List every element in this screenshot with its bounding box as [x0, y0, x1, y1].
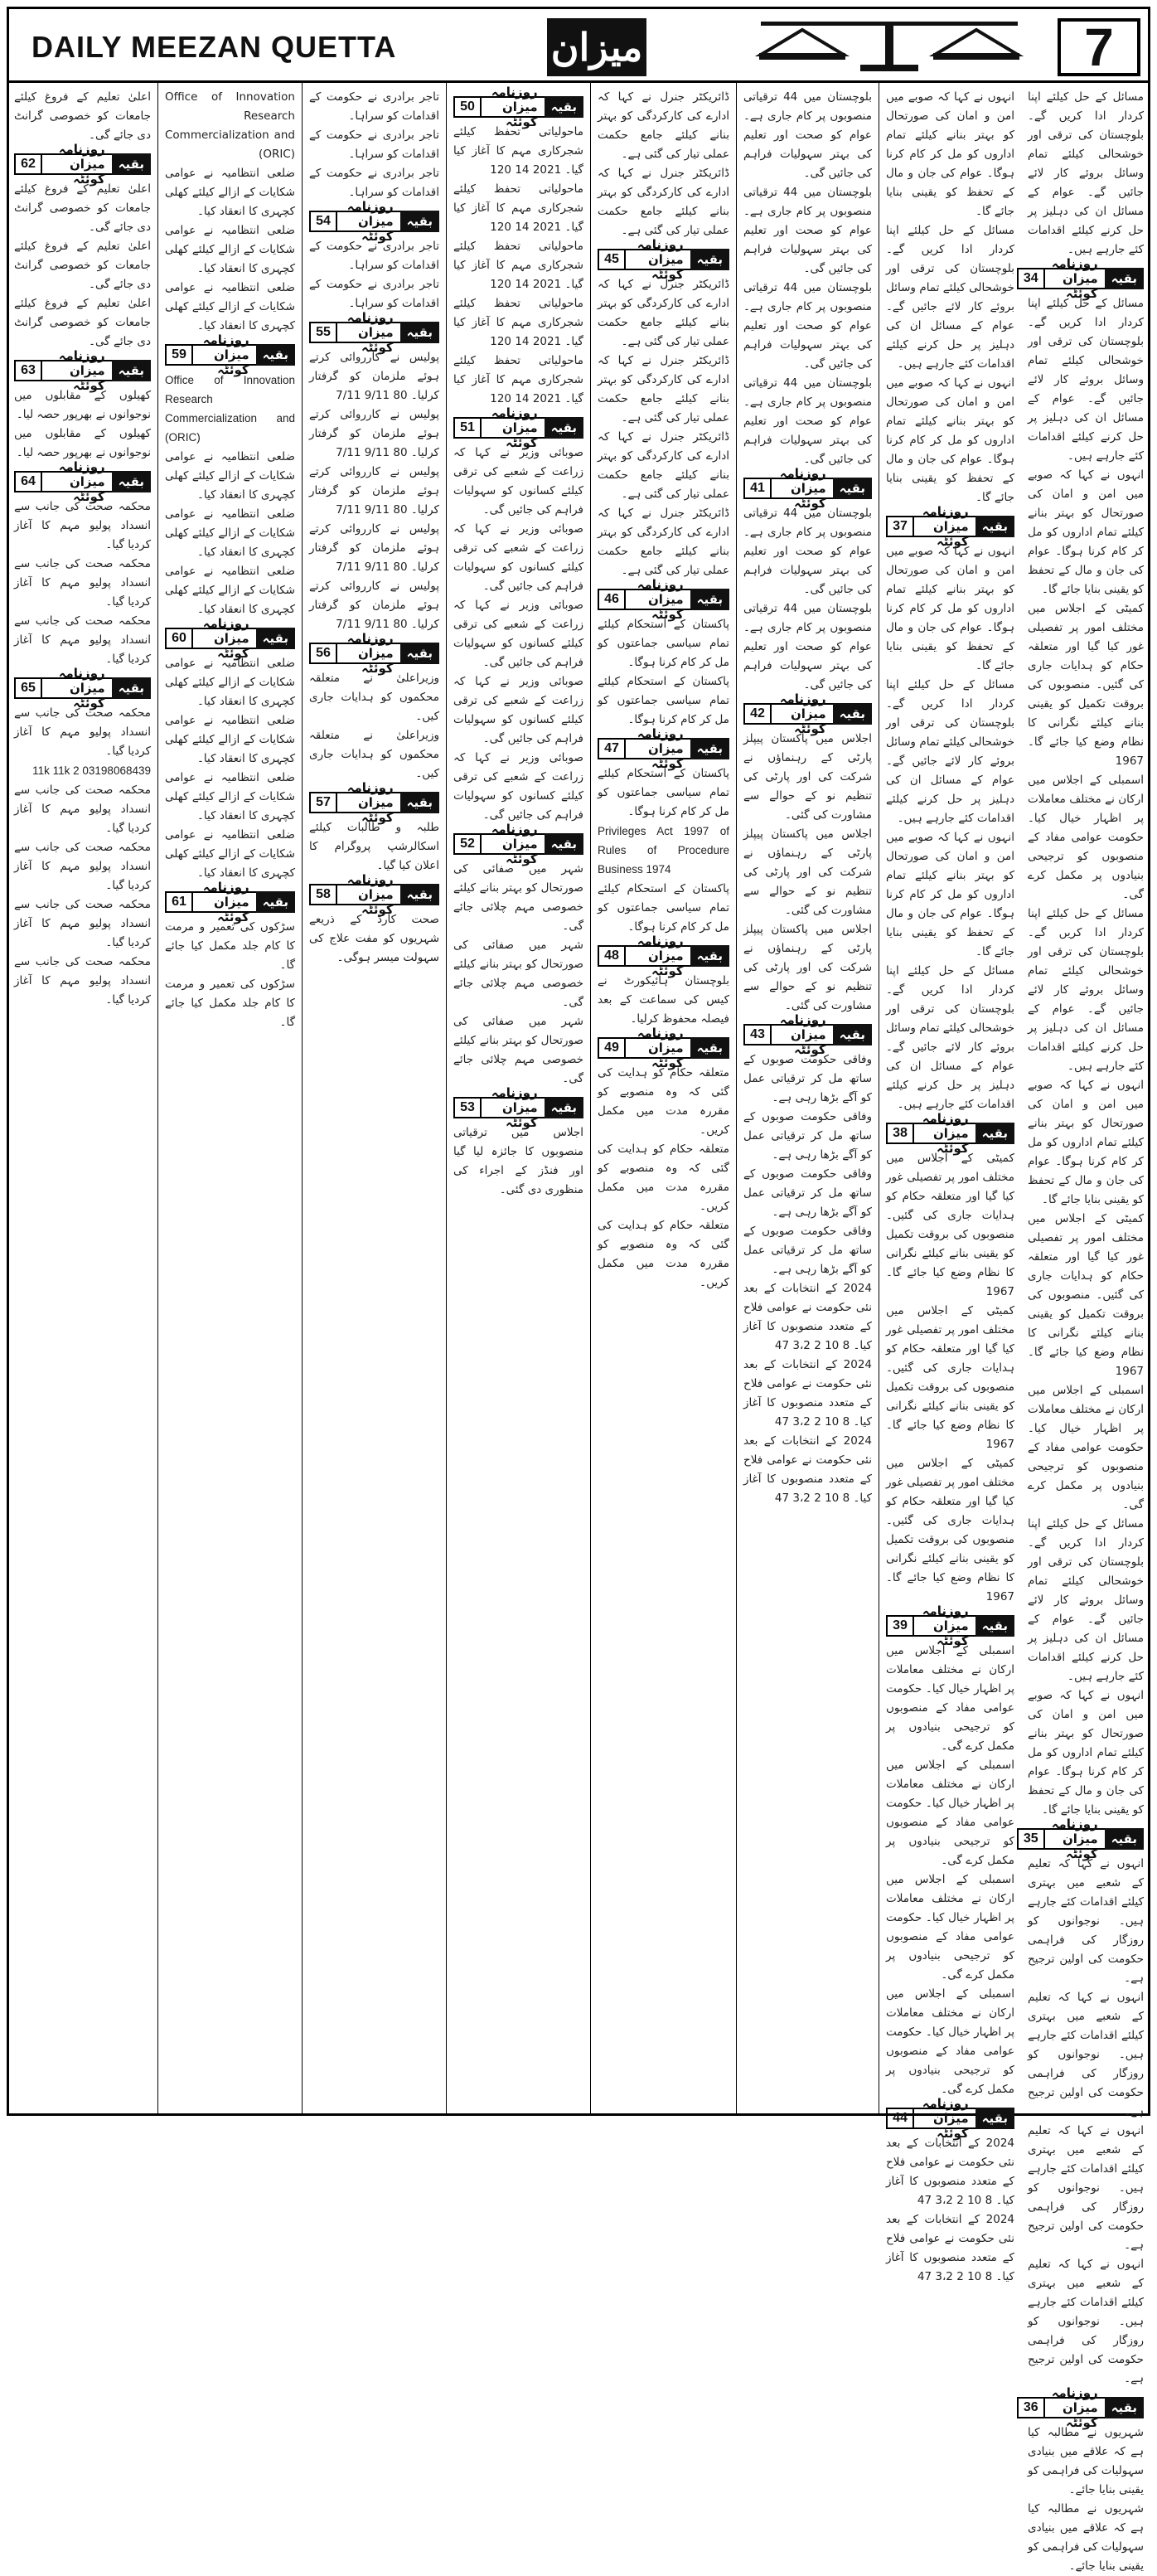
paragraph: بلوچستان میں 44 ترقیاتی منصوبوں پر کام جاری ہے۔ عوام کو صحت اور تعلیم کی بہتر سہولیات فراہم کی جائیں گی۔ — [743, 281, 873, 371]
paragraph: انہوں نے کہا کہ صوبے میں امن و امان کی صورتحال کو بہتر بنانے کیلئے تمام اداروں کو مل کر کام کرنا ہوگا۔ عوام کی جان و مال کے تحفظ کو یقینی بنایا جائے گا۔ — [1028, 468, 1144, 596]
column-1 — [1021, 83, 1150, 2573]
paragraph: طلبہ و طالبات کیلئے اسکالرشپ پروگرام کا اعلان کیا گیا۔ — [309, 821, 439, 872]
paragraph: پولیس نے کارروائی کرتے ہوئے ملزمان کو گرفتار کرلیا۔ 80 9/11 7/11 — [309, 408, 439, 459]
paragraph: محکمہ صحت کی جانب سے انسداد پولیو مہم کا آغاز کردیا گیا۔ — [14, 898, 151, 949]
paragraph: کھیلوں کے مقابلوں میں نوجوانوں نے بھرپور حصہ لیا۔ — [14, 427, 151, 459]
story-number: 60 — [165, 628, 193, 649]
paragraph — [165, 371, 295, 448]
story-number: 38 — [886, 1123, 914, 1144]
continuation-header — [453, 822, 583, 866]
paragraph: وفاقی حکومت صوبوں کے ساتھ مل کر ترقیاتی عمل کو آگے بڑھا رہی ہے۔ — [743, 1110, 872, 1162]
paragraph: متعلقہ حکام کو ہدایت کی گئی کہ وہ منصوبے کو مقررہ مدت میں مکمل کریں۔ — [598, 1142, 729, 1213]
paragraph: اعلیٰ تعلیم کے فروغ کیلئے جامعات کو خصوصی گرانٹ دی جائے گی۔ — [14, 240, 151, 291]
paragraph: ماحولیاتی تحفظ کیلئے شجرکاری مہم کا آغاز کیا گیا۔ 2021 14 120 — [453, 182, 583, 234]
paragraph: محکمہ صحت کی جانب سے انسداد پولیو مہم کا آغاز کردیا گیا۔ — [14, 614, 151, 666]
paragraph: اجلاس میں پاکستان پیپلز پارٹی کے رہنماؤں نے شرکت کی اور پارٹی کی تنظیم نو کے حوالے سے مشاورت کی گئی۔ — [743, 827, 872, 917]
paragraph: Office of Innovation Research Commercialization and (ORIC) — [165, 90, 295, 161]
paragraph: بلوچستان ہائیکورٹ نے کیس کی سماعت کے بعد فیصلہ محفوظ کرلیا۔ — [598, 974, 729, 1026]
paragraph: کمیٹی کے اجلاس میں مختلف امور پر تفصیلی غور کیا گیا اور متعلقہ حکام کو ہدایات جاری کی گئیں۔ منصوبوں کی بروقت تکمیل کو یقینی بنانے کیلئے نگرانی کا نظام وضع کیا جائے گا۔ 1967 — [886, 1304, 1014, 1451]
section-tag: بقیہ — [975, 516, 1014, 537]
paragraph: محکمہ صحت کی جانب سے انسداد پولیو مہم کا آغاز کردیا گیا۔ — [14, 783, 151, 835]
paragraph: ضلعی انتظامیہ نے عوامی شکایات کے ازالے کیلئے کھلی کچہری کا انعقاد کیا۔ — [165, 828, 295, 880]
paragraph: مسائل کے حل کیلئے اپنا کردار ادا کریں گے۔ بلوچستان کی ترقی اور خوشحالی کیلئے تمام وسائل بروئے کار لائے جائیں گے۔ عوام کے مسائل ان کی دہلیز پر حل کرنے کیلئے اقدامات کئے جارہے ہیں۔ — [1028, 297, 1144, 463]
paragraph: اعلیٰ تعلیم کے فروغ کیلئے جامعات کو خصوصی گرانٹ دی جائے گی۔ — [14, 182, 151, 234]
paragraph: انہوں نے کہا کہ صوبے میں امن و امان کی صورتحال کو بہتر بنانے کیلئے تمام اداروں کو مل کر کام کرنا ہوگا۔ عوام کی جان و مال کے تحفظ کو یقینی بنایا جائے گا۔ — [886, 376, 1014, 504]
section-title: روزنامہ میزان کوئٹہ — [337, 884, 400, 905]
section-tag: بقیہ — [1105, 268, 1144, 289]
continuation-header — [743, 466, 872, 511]
section-title: روزنامہ میزان کوئٹہ — [914, 516, 975, 537]
paragraph: محکمہ صحت کی جانب سے انسداد پولیو مہم کا آغاز کردیا گیا۔ — [14, 557, 151, 609]
paragraph: صوبائی وزیر نے کہا کہ زراعت کے شعبے کی ترقی کیلئے کسانوں کو سہولیات فراہم کی جائیں گی۔ — [453, 675, 583, 745]
section-tag: بقیہ — [256, 628, 295, 649]
paragraph: اجلاس میں پاکستان پیپلز پارٹی کے رہنماؤں نے شرکت کی اور پارٹی کی تنظیم نو کے حوالے سے مشاورت کی گئی۔ — [743, 923, 872, 1012]
section-tag: بقیہ — [400, 884, 439, 905]
story-number: 51 — [453, 417, 482, 439]
paragraph: مسائل کے حل کیلئے اپنا کردار ادا کریں گے۔ بلوچستان کی ترقی اور خوشحالی کیلئے تمام وسائل بروئے کار لائے جائیں گے۔ عوام کے مسائل ان کی دہلیز پر حل کرنے کیلئے اقدامات کئے جارہے ہیں۔ — [886, 678, 1014, 825]
section-title: روزنامہ میزان کوئٹہ — [42, 471, 112, 492]
paragraph: 2024 کے انتخابات کے بعد نئی حکومت نے عوامی فلاح کے متعدد منصوبوں کا آغاز کیا۔ 8 10 2 3،2 47 — [743, 1358, 872, 1429]
paragraph: صحت کارڈ کے ذریعے شہریوں کو مفت علاج کی سہولت میسر ہوگی۔ — [309, 913, 439, 964]
paragraph: بلوچستان میں 44 ترقیاتی منصوبوں پر کام جاری ہے۔ عوام کو صحت اور تعلیم کی بہتر سہولیات فراہم کی جائیں گی۔ — [743, 602, 873, 691]
section-tag: بقیہ — [690, 1037, 729, 1059]
continuation-header — [14, 142, 151, 187]
paragraph: محکمہ صحت کی جانب سے انسداد پولیو مہم کا آغاز کردیا گیا۔ — [14, 841, 151, 892]
paragraph: کمیٹی کے اجلاس میں مختلف امور پر تفصیلی غور کیا گیا اور متعلقہ حکام کو ہدایات جاری کی گئیں۔ منصوبوں کی بروقت تکمیل کو یقینی بنانے کیلئے نگرانی کا نظام وضع کیا جائے گا۔ 1967 — [886, 1457, 1014, 1603]
section-title: روزنامہ میزان کوئٹہ — [337, 643, 400, 664]
paragraph: 2024 کے انتخابات کے بعد نئی حکومت نے عوامی فلاح کے متعدد منصوبوں کا آغاز کیا۔ 8 10 2 3،2 47 — [886, 2213, 1014, 2283]
column-8 — [7, 83, 157, 2116]
paragraph: کمیٹی کے اجلاس میں مختلف امور پر تفصیلی غور کیا گیا اور متعلقہ حکام کو ہدایات جاری کی گئیں۔ منصوبوں کی بروقت تکمیل کو یقینی بنانے کیلئے نگرانی کا نظام وضع کیا جائے گا۔ 1967 — [1028, 602, 1144, 768]
continuation-header — [743, 691, 872, 736]
paragraph: بلوچستان میں 44 ترقیاتی منصوبوں پر کام جاری ہے۔ عوام کو صحت اور تعلیم کی بہتر سہولیات فراہم کی جائیں گی۔ — [743, 186, 873, 275]
phone-and-codes: 11k 11k 2 03198068439 — [32, 764, 151, 777]
section-title: روزنامہ میزان کوئٹہ — [772, 703, 833, 725]
story-number: 50 — [453, 96, 482, 118]
continuation-header — [309, 199, 439, 244]
continuation-header — [165, 880, 295, 924]
paragraph: مسائل کے حل کیلئے اپنا کردار ادا کریں گے۔ بلوچستان کی ترقی اور خوشحالی کیلئے تمام وسائل بروئے کار لائے جائیں گے۔ عوام کے مسائل ان کی دہلیز پر حل کرنے کیلئے اقدامات کئے جارہے ہیں۔ — [886, 224, 1014, 371]
paragraph: پاکستان کے استحکام کیلئے تمام سیاسی جماعتوں کو مل کر کام کرنا ہوگا۔ — [598, 882, 729, 934]
paragraph: ماحولیاتی تحفظ کیلئے شجرکاری مہم کا آغاز کیا گیا۔ 2021 14 120 — [453, 125, 583, 177]
story-number: 41 — [743, 478, 772, 499]
continuation-header — [453, 405, 583, 450]
story-number: 37 — [886, 516, 914, 537]
paragraph: بلوچستان میں 44 ترقیاتی منصوبوں پر کام جاری ہے۔ عوام کو صحت اور تعلیم کی بہتر سہولیات فراہم کی جائیں گی۔ — [743, 507, 873, 596]
section-tag: بقیہ — [690, 249, 729, 270]
section-title: روزنامہ میزان کوئٹہ — [772, 1024, 833, 1045]
continuation-header — [598, 577, 729, 622]
story-number: 52 — [453, 833, 482, 855]
paragraph: ڈائریکٹر جنرل نے کہا کہ ادارے کی کارکردگی کو بہتر بنانے کیلئے جامع حکمت عملی تیار کی گئی ہے۔ — [598, 354, 729, 424]
story-number: 48 — [598, 945, 626, 967]
story-number: 59 — [165, 344, 193, 366]
section-tag: بقیہ — [400, 211, 439, 232]
paragraph: شہریوں نے مطالبہ کیا ہے کہ علاقے میں بنیادی سہولیات کی فراہمی کو یقینی بنایا جائے۔ — [1028, 2502, 1144, 2573]
paragraph: صوبائی وزیر نے کہا کہ زراعت کے شعبے کی ترقی کیلئے کسانوں کو سہولیات فراہم کی جائیں گی۔ — [453, 446, 583, 517]
story-number: 61 — [165, 891, 193, 913]
section-title: روزنامہ میزان کوئٹہ — [626, 249, 690, 270]
story-number: 35 — [1017, 1828, 1045, 1850]
story-number: 63 — [14, 360, 42, 381]
section-tag: بقیہ — [975, 1123, 1014, 1144]
paragraph: شہر میں صفائی کی صورتحال کو بہتر بنانے کیلئے خصوصی مہم چلائی جائے گی۔ — [453, 939, 583, 1009]
story-number: 46 — [598, 589, 626, 610]
paragraph: مسائل کے حل کیلئے اپنا کردار ادا کریں گے۔ بلوچستان کی ترقی اور خوشحالی کیلئے تمام وسائل بروئے کار لائے جائیں گے۔ عوام کے مسائل ان کی دہلیز پر حل کرنے کیلئے اقدامات کئے جارہے ہیں۔ — [1028, 90, 1144, 256]
paragraph: کمیٹی کے اجلاس میں مختلف امور پر تفصیلی غور کیا گیا اور متعلقہ حکام کو ہدایات جاری کی گئیں۔ منصوبوں کی بروقت تکمیل کو یقینی بنانے کیلئے نگرانی کا نظام وضع کیا جائے گا۔ 1967 — [1028, 1212, 1144, 1378]
logo-text: میزان — [550, 25, 643, 70]
continuation-header — [453, 1085, 583, 1130]
paragraph: اعلیٰ تعلیم کے فروغ کیلئے جامعات کو خصوصی گرانٹ دی جائے گی۔ — [14, 297, 151, 348]
paragraph: ڈائریکٹر جنرل نے کہا کہ ادارے کی کارکردگی کو بہتر بنانے کیلئے جامع حکمت عملی تیار کی گئی ہے۔ — [598, 507, 729, 577]
continuation-header — [598, 237, 729, 282]
paragraph: پاکستان کے استحکام کیلئے تمام سیاسی جماعتوں کو مل کر کام کرنا ہوگا۔ — [598, 675, 729, 726]
paragraph: تاجر برادری نے حکومت کے اقدامات کو سراہا۔ — [309, 240, 439, 272]
story-number: 44 — [886, 2108, 914, 2129]
paragraph: وفاقی حکومت صوبوں کے ساتھ مل کر ترقیاتی عمل کو آگے بڑھا رہی ہے۔ — [743, 1053, 872, 1104]
column-4 — [590, 83, 736, 2116]
paragraph: ضلعی انتظامیہ نے عوامی شکایات کے ازالے کیلئے کھلی کچہری کا انعقاد کیا۔ — [165, 281, 295, 332]
section-tag: بقیہ — [545, 417, 583, 439]
section-title: روزنامہ میزان کوئٹہ — [626, 589, 690, 610]
section-title: روزنامہ میزان کوئٹہ — [42, 360, 112, 381]
section-title: روزنامہ میزان کوئٹہ — [482, 1097, 545, 1118]
continuation-header — [886, 1603, 1014, 1648]
section-title: روزنامہ میزان کوئٹہ — [626, 945, 690, 967]
continuation-header — [453, 85, 583, 129]
story-number: 43 — [743, 1024, 772, 1045]
story-number: 42 — [743, 703, 772, 725]
paragraph: ضلعی انتظامیہ نے عوامی شکایات کے ازالے کیلئے کھلی کچہری کا انعقاد کیا۔ — [165, 657, 295, 708]
section-tag: بقیہ — [833, 703, 872, 725]
paragraph: ڈائریکٹر جنرل نے کہا کہ ادارے کی کارکردگی کو بہتر بنانے کیلئے جامع حکمت عملی تیار کی گئی ہے۔ — [598, 278, 729, 348]
newspaper-title: DAILY MEEZAN QUETTA — [31, 30, 397, 64]
section-title: روزنامہ میزان کوئٹہ — [337, 211, 400, 232]
paragraph: اسمبلی کے اجلاس میں ارکان نے مختلف معاملات پر اظہار خیال کیا۔ حکومت عوامی مفاد کے منصوبوں کو ترجیحی بنیادوں پر مکمل کرے گی۔ — [886, 1759, 1014, 1867]
story-number: 54 — [309, 211, 337, 232]
story-number: 64 — [14, 471, 42, 492]
column-7 — [157, 83, 302, 2116]
paragraph: بلوچستان میں 44 ترقیاتی منصوبوں پر کام جاری ہے۔ عوام کو صحت اور تعلیم کی بہتر سہولیات فراہم کی جائیں گی۔ — [743, 90, 873, 180]
section-title: روزنامہ میزان کوئٹہ — [914, 2108, 975, 2129]
continuation-header — [14, 348, 151, 393]
section-title: روزنامہ میزان کوئٹہ — [914, 1123, 975, 1144]
continuation-header — [598, 726, 729, 771]
paragraph — [598, 822, 729, 880]
continuation-header — [165, 616, 295, 661]
paragraph: انہوں نے کہا کہ صوبے میں امن و امان کی صورتحال کو بہتر بنانے کیلئے تمام اداروں کو مل کر کام کرنا ہوگا۔ عوام کی جان و مال کے تحفظ کو یقینی بنایا جائے گا۔ — [1028, 1689, 1144, 1817]
section-title: روزنامہ میزان کوئٹہ — [1045, 1828, 1105, 1850]
story-number: 65 — [14, 677, 42, 699]
paragraph: وزیراعلیٰ نے متعلقہ محکموں کو ہدایات جاری کیں۔ — [309, 672, 439, 723]
paragraph: مسائل کے حل کیلئے اپنا کردار ادا کریں گے۔ بلوچستان کی ترقی اور خوشحالی کیلئے تمام وسائل بروئے کار لائے جائیں گے۔ عوام کے مسائل ان کی دہلیز پر حل کرنے کیلئے اقدامات کئے جارہے ہیں۔ — [1028, 907, 1144, 1073]
paragraph: ضلعی انتظامیہ نے عوامی شکایات کے ازالے کیلئے کھلی کچہری کا انعقاد کیا۔ — [165, 167, 295, 218]
continuation-header — [309, 872, 439, 917]
paragraph: بلوچستان میں 44 ترقیاتی منصوبوں پر کام جاری ہے۔ عوام کو صحت اور تعلیم کی بہتر سہولیات فراہم کی جائیں گی۔ — [743, 376, 873, 466]
continuation-header — [598, 934, 729, 978]
section-tag: بقیہ — [400, 792, 439, 813]
story-number: 62 — [14, 153, 42, 175]
story-number: 36 — [1017, 2397, 1045, 2418]
section-tag: بقیہ — [400, 322, 439, 343]
section-title: روزنامہ میزان کوئٹہ — [42, 153, 112, 175]
section-tag: بقیہ — [112, 360, 151, 381]
paragraph: وفاقی حکومت صوبوں کے ساتھ مل کر ترقیاتی عمل کو آگے بڑھا رہی ہے۔ — [743, 1225, 872, 1276]
continuation-header — [598, 1026, 729, 1070]
paragraph: تاجر برادری نے حکومت کے اقدامات کو سراہا۔ — [309, 129, 439, 161]
section-tag: بقیہ — [112, 471, 151, 492]
section-tag: بقیہ — [975, 2108, 1014, 2129]
section-tag: بقیہ — [112, 677, 151, 699]
story-number: 56 — [309, 643, 337, 664]
story-number: 34 — [1017, 268, 1045, 289]
section-title: روزنامہ میزان کوئٹہ — [626, 738, 690, 759]
section-title: روزنامہ میزان کوئٹہ — [482, 417, 545, 439]
paragraph: انہوں نے کہا کہ تعلیم کے شعبے میں بہتری کیلئے اقدامات کئے جارہے ہیں۔ نوجوانوں کو روزگار کی فراہمی حکومت کی اولین ترجیح ہے۔ — [1028, 2258, 1144, 2385]
paragraph: مسائل کے حل کیلئے اپنا کردار ادا کریں گے۔ بلوچستان کی ترقی اور خوشحالی کیلئے تمام وسائل بروئے کار لائے جائیں گے۔ عوام کے مسائل ان کی دہلیز پر حل کرنے کیلئے اقدامات کئے جارہے ہیں۔ — [886, 964, 1014, 1111]
english-phrase: Privileges Act 1997 of Rules of Procedure Business 1974 — [598, 825, 729, 876]
section-title: روزنامہ میزان کوئٹہ — [193, 891, 256, 913]
continuation-header — [886, 2096, 1014, 2141]
paragraph: ماحولیاتی تحفظ کیلئے شجرکاری مہم کا آغاز کیا گیا۔ 2021 14 120 — [453, 354, 583, 405]
continuation-header — [886, 1111, 1014, 1156]
continuation-header — [743, 1012, 872, 1057]
section-tag: بقیہ — [400, 643, 439, 664]
paragraph: انہوں نے کہا کہ تعلیم کے شعبے میں بہتری کیلئے اقدامات کئے جارہے ہیں۔ نوجوانوں کو روزگار کی فراہمی حکومت کی اولین ترجیح ہے۔ — [1028, 1857, 1144, 1985]
section-title: روزنامہ میزان کوئٹہ — [482, 96, 545, 118]
paragraph: ضلعی انتظامیہ نے عوامی شکایات کے ازالے کیلئے کھلی کچہری کا انعقاد کیا۔ — [165, 224, 295, 275]
story-number: 47 — [598, 738, 626, 759]
paragraph: اسمبلی کے اجلاس میں ارکان نے مختلف معاملات پر اظہار خیال کیا۔ حکومت عوامی مفاد کے منصوبوں کو ترجیحی بنیادوں پر مکمل کرے گی۔ — [886, 1873, 1014, 1982]
paragraph: وزیراعلیٰ نے متعلقہ محکموں کو ہدایات جاری کیں۔ — [309, 729, 439, 780]
paragraph: انہوں نے کہا کہ تعلیم کے شعبے میں بہتری کیلئے اقدامات کئے جارہے ہیں۔ نوجوانوں کو روزگار کی فراہمی حکومت کی اولین ترجیح ہے۔ — [1028, 2124, 1144, 2252]
paragraph: محکمہ صحت کی جانب سے انسداد پولیو مہم کا آغاز کردیا گیا۔ — [14, 500, 151, 551]
paragraph: پاکستان کے استحکام کیلئے تمام سیاسی جماعتوں کو مل کر کام کرنا ہوگا۔ — [598, 618, 729, 669]
story-number: 58 — [309, 884, 337, 905]
paragraph: ڈائریکٹر جنرل نے کہا کہ ادارے کی کارکردگی کو بہتر بنانے کیلئے جامع حکمت عملی تیار کی گئی ہے۔ — [598, 90, 729, 161]
continuation-header — [309, 631, 439, 676]
paragraph: ڈائریکٹر جنرل نے کہا کہ ادارے کی کارکردگی کو بہتر بنانے کیلئے جامع حکمت عملی تیار کی گئی ہے۔ — [598, 167, 729, 237]
paragraph: تاجر برادری نے حکومت کے اقدامات کو سراہا۔ — [309, 167, 439, 199]
paragraph: ماحولیاتی تحفظ کیلئے شجرکاری مہم کا آغاز کیا گیا۔ 2021 14 120 — [453, 240, 583, 291]
paragraph: تاجر برادری نے حکومت کے اقدامات کو سراہا۔ — [309, 90, 439, 123]
section-tag: بقیہ — [690, 589, 729, 610]
newspaper-logo — [547, 18, 646, 76]
paragraph: اسمبلی کے اجلاس میں ارکان نے مختلف معاملات پر اظہار خیال کیا۔ حکومت عوامی مفاد کے منصوبوں کو ترجیحی بنیادوں پر مکمل کرے گی۔ — [886, 1644, 1014, 1753]
paragraph: شہر میں صفائی کی صورتحال کو بہتر بنانے کیلئے خصوصی مہم چلائی جائے گی۔ — [453, 1015, 583, 1085]
section-tag: بقیہ — [833, 478, 872, 499]
paragraph: سڑکوں کی تعمیر و مرمت کا کام جلد مکمل کیا جائے گا۔ — [165, 920, 295, 972]
section-tag: بقیہ — [256, 891, 295, 913]
continuation-header — [14, 666, 151, 711]
paragraph: انہوں نے کہا کہ تعلیم کے شعبے میں بہتری کیلئے اقدامات کئے جارہے ہیں۔ نوجوانوں کو روزگار کی فراہمی حکومت کی اولین ترجیح ہے۔ — [1028, 1991, 1144, 2118]
continuation-header — [1023, 2385, 1144, 2430]
section-title: روزنامہ میزان کوئٹہ — [482, 833, 545, 855]
paragraph: پولیس نے کارروائی کرتے ہوئے ملزمان کو گرفتار کرلیا۔ 80 9/11 7/11 — [309, 522, 439, 574]
paragraph: کمیٹی کے اجلاس میں مختلف امور پر تفصیلی غور کیا گیا اور متعلقہ حکام کو ہدایات جاری کی گئیں۔ منصوبوں کی بروقت تکمیل کو یقینی بنانے کیلئے نگرانی کا نظام وضع کیا جائے گا۔ 1967 — [886, 1152, 1014, 1298]
paragraph: انہوں نے کہا کہ صوبے میں امن و امان کی صورتحال کو بہتر بنانے کیلئے تمام اداروں کو مل کر کام کرنا ہوگا۔ عوام کی جان و مال کے تحفظ کو یقینی بنایا جائے گا۔ — [886, 90, 1014, 218]
section-tag: بقیہ — [690, 945, 729, 967]
paragraph: سڑکوں کی تعمیر و مرمت کا کام جلد مکمل کیا جائے گا۔ — [165, 978, 295, 1029]
paragraph: محکمہ صحت کی جانب سے انسداد پولیو مہم کا آغاز کردیا گیا۔ — [14, 955, 151, 1007]
paragraph: صوبائی وزیر نے کہا کہ زراعت کے شعبے کی ترقی کیلئے کسانوں کو سہولیات فراہم کی جائیں گی۔ — [453, 522, 583, 593]
column-5 — [446, 83, 590, 2116]
column-3 — [736, 83, 879, 2116]
section-tag: بقیہ — [545, 1097, 583, 1118]
columns — [7, 83, 1150, 2573]
paragraph: وفاقی حکومت صوبوں کے ساتھ مل کر ترقیاتی عمل کو آگے بڑھا رہی ہے۔ — [743, 1167, 872, 1219]
paragraph: ضلعی انتظامیہ نے عوامی شکایات کے ازالے کیلئے کھلی کچہری کا انعقاد کیا۔ — [165, 450, 295, 502]
paragraph: ماحولیاتی تحفظ کیلئے شجرکاری مہم کا آغاز کیا گیا۔ 2021 14 120 — [453, 297, 583, 348]
continuation-header — [165, 332, 295, 377]
page-number: 7 — [1058, 18, 1140, 76]
section-tag: بقیہ — [690, 738, 729, 759]
section-title: روزنامہ میزان کوئٹہ — [1045, 268, 1105, 289]
section-tag: بقیہ — [833, 1024, 872, 1045]
paragraph: متعلقہ حکام کو ہدایت کی گئی کہ وہ منصوبے کو مقررہ مدت میں مکمل کریں۔ — [598, 1219, 729, 1289]
section-tag: بقیہ — [112, 153, 151, 175]
section-tag: بقیہ — [256, 344, 295, 366]
paragraph: صوبائی وزیر نے کہا کہ زراعت کے شعبے کی ترقی کیلئے کسانوں کو سہولیات فراہم کی جائیں گی۔ — [453, 751, 583, 822]
paragraph: 2024 کے انتخابات کے بعد نئی حکومت نے عوامی فلاح کے متعدد منصوبوں کا آغاز کیا۔ 8 10 2 3،2 47 — [743, 1282, 872, 1352]
section-tag: بقیہ — [545, 96, 583, 118]
paragraph: پولیس نے کارروائی کرتے ہوئے ملزمان کو گرفتار کرلیا۔ 80 9/11 7/11 — [309, 465, 439, 517]
paragraph: اعلیٰ تعلیم کے فروغ کیلئے جامعات کو خصوصی گرانٹ دی جائے گی۔ — [14, 90, 151, 142]
section-tag: بقیہ — [1105, 2397, 1144, 2418]
paragraph: پولیس نے کارروائی کرتے ہوئے ملزمان کو گرفتار کرلیا۔ 80 9/11 7/11 — [309, 580, 439, 631]
paragraph: مسائل کے حل کیلئے اپنا کردار ادا کریں گے۔ بلوچستان کی ترقی اور خوشحالی کیلئے تمام وسائل بروئے کار لائے جائیں گے۔ عوام کے مسائل ان کی دہلیز پر حل کرنے کیلئے اقدامات کئے جارہے ہیں۔ — [1028, 1517, 1144, 1683]
story-number: 39 — [886, 1615, 914, 1637]
section-title: روزنامہ میزان کوئٹہ — [772, 478, 833, 499]
continuation-header — [886, 504, 1014, 549]
paragraph: شہریوں نے مطالبہ کیا ہے کہ علاقے میں بنیادی سہولیات کی فراہمی کو یقینی بنایا جائے۔ — [1028, 2426, 1144, 2496]
paragraph: انہوں نے کہا کہ صوبے میں امن و امان کی صورتحال کو بہتر بنانے کیلئے تمام اداروں کو مل کر کام کرنا ہوگا۔ عوام کی جان و مال کے تحفظ کو یقینی بنایا جائے گا۔ — [886, 545, 1014, 672]
column-2 — [879, 83, 1021, 2283]
section-tag: بقیہ — [975, 1615, 1014, 1637]
paragraph: ڈائریکٹر جنرل نے کہا کہ ادارے کی کارکردگی کو بہتر بنانے کیلئے جامع حکمت عملی تیار کی گئی ہے۔ — [598, 430, 729, 501]
paragraph: شہر میں صفائی کی صورتحال کو بہتر بنانے کیلئے خصوصی مہم چلائی جائے گی۔ — [453, 862, 583, 933]
paragraph: انہوں نے کہا کہ صوبے میں امن و امان کی صورتحال کو بہتر بنانے کیلئے تمام اداروں کو مل کر کام کرنا ہوگا۔ عوام کی جان و مال کے تحفظ کو یقینی بنایا جائے گا۔ — [886, 831, 1014, 958]
section-title: روزنامہ میزان کوئٹہ — [193, 344, 256, 366]
paragraph: انہوں نے کہا کہ صوبے میں امن و امان کی صورتحال کو بہتر بنانے کیلئے تمام اداروں کو مل کر کام کرنا ہوگا۔ عوام کی جان و مال کے تحفظ کو یقینی بنایا جائے گا۔ — [1028, 1079, 1144, 1206]
section-tag: بقیہ — [1105, 1828, 1144, 1850]
story-number: 57 — [309, 792, 337, 813]
section-title: روزنامہ میزان کوئٹہ — [914, 1615, 975, 1637]
continuation-header — [309, 780, 439, 825]
continuation-header — [1023, 1817, 1144, 1861]
section-title: روزنامہ میزان کوئٹہ — [193, 628, 256, 649]
story-number: 55 — [309, 322, 337, 343]
paragraph: پولیس نے کارروائی کرتے ہوئے ملزمان کو گرفتار کرلیا۔ 80 9/11 7/11 — [309, 351, 439, 402]
story-number: 45 — [598, 249, 626, 270]
paragraph: پاکستان کے استحکام کیلئے تمام سیاسی جماعتوں کو مل کر کام کرنا ہوگا۔ — [598, 767, 729, 818]
paragraph: تاجر برادری نے حکومت کے اقدامات کو سراہا۔ — [309, 278, 439, 310]
paragraph: اسمبلی کے اجلاس میں ارکان نے مختلف معاملات پر اظہار خیال کیا۔ حکومت عوامی مفاد کے منصوبوں کو ترجیحی بنیادوں پر مکمل کرے گی۔ — [1028, 1384, 1144, 1511]
section-tag: بقیہ — [545, 833, 583, 855]
section-title: روزنامہ میزان کوئٹہ — [42, 677, 112, 699]
paragraph: ضلعی انتظامیہ نے عوامی شکایات کے ازالے کیلئے کھلی کچہری کا انعقاد کیا۔ — [165, 565, 295, 616]
paragraph: کھیلوں کے مقابلوں میں نوجوانوں نے بھرپور حصہ لیا۔ — [14, 389, 151, 421]
continuation-header — [1023, 256, 1144, 301]
paragraph: متعلقہ حکام کو ہدایت کی گئی کہ وہ منصوبے کو مقررہ مدت میں مکمل کریں۔ — [598, 1066, 729, 1137]
english-phrase: Office of Innovation Research Commercialization and (ORIC) — [165, 374, 295, 444]
paragraph: ضلعی انتظامیہ نے عوامی شکایات کے ازالے کیلئے کھلی کچہری کا انعقاد کیا۔ — [165, 507, 295, 559]
continuation-header — [14, 459, 151, 504]
story-number: 49 — [598, 1037, 626, 1059]
scales-of-justice-icon — [753, 18, 1026, 73]
masthead — [7, 7, 1150, 83]
section-title: روزنامہ میزان کوئٹہ — [337, 322, 400, 343]
paragraph: ضلعی انتظامیہ نے عوامی شکایات کے ازالے کیلئے کھلی کچہری کا انعقاد کیا۔ — [165, 771, 295, 822]
section-title: روزنامہ میزان کوئٹہ — [337, 792, 400, 813]
paragraph: اسمبلی کے اجلاس میں ارکان نے مختلف معاملات پر اظہار خیال کیا۔ حکومت عوامی مفاد کے منصوبوں کو ترجیحی بنیادوں پر مکمل کرے گی۔ — [1028, 774, 1144, 901]
paragraph: اجلاس میں پاکستان پیپلز پارٹی کے رہنماؤں نے شرکت کی اور پارٹی کی تنظیم نو کے حوالے سے مشاورت کی گئی۔ — [743, 732, 872, 822]
paragraph — [14, 761, 151, 781]
paragraph: اجلاس میں ترقیاتی منصوبوں کا جائزہ لیا گیا اور فنڈز کے اجراء کی منظوری دی گئی۔ — [453, 1126, 583, 1196]
paragraph: صوبائی وزیر نے کہا کہ زراعت کے شعبے کی ترقی کیلئے کسانوں کو سہولیات فراہم کی جائیں گی۔ — [453, 599, 583, 669]
paragraph: 2024 کے انتخابات کے بعد نئی حکومت نے عوامی فلاح کے متعدد منصوبوں کا آغاز کیا۔ 8 10 2 3،2 47 — [743, 1434, 872, 1505]
paragraph: ضلعی انتظامیہ نے عوامی شکایات کے ازالے کیلئے کھلی کچہری کا انعقاد کیا۔ — [165, 714, 295, 765]
paragraph: محکمہ صحت کی جانب سے انسداد پولیو مہم کا آغاز کردیا گیا۔ — [14, 706, 151, 758]
section-title: روزنامہ میزان کوئٹہ — [1045, 2397, 1105, 2418]
section-title: روزنامہ میزان کوئٹہ — [626, 1037, 690, 1059]
paragraph: اسمبلی کے اجلاس میں ارکان نے مختلف معاملات پر اظہار خیال کیا۔ حکومت عوامی مفاد کے منصوبوں کو ترجیحی بنیادوں پر مکمل کرے گی۔ — [886, 1987, 1014, 2096]
story-number: 53 — [453, 1097, 482, 1118]
column-6 — [302, 83, 446, 2116]
continuation-header — [309, 310, 439, 355]
paragraph: 2024 کے انتخابات کے بعد نئی حکومت نے عوامی فلاح کے متعدد منصوبوں کا آغاز کیا۔ 8 10 2 3،2 47 — [886, 2137, 1014, 2207]
